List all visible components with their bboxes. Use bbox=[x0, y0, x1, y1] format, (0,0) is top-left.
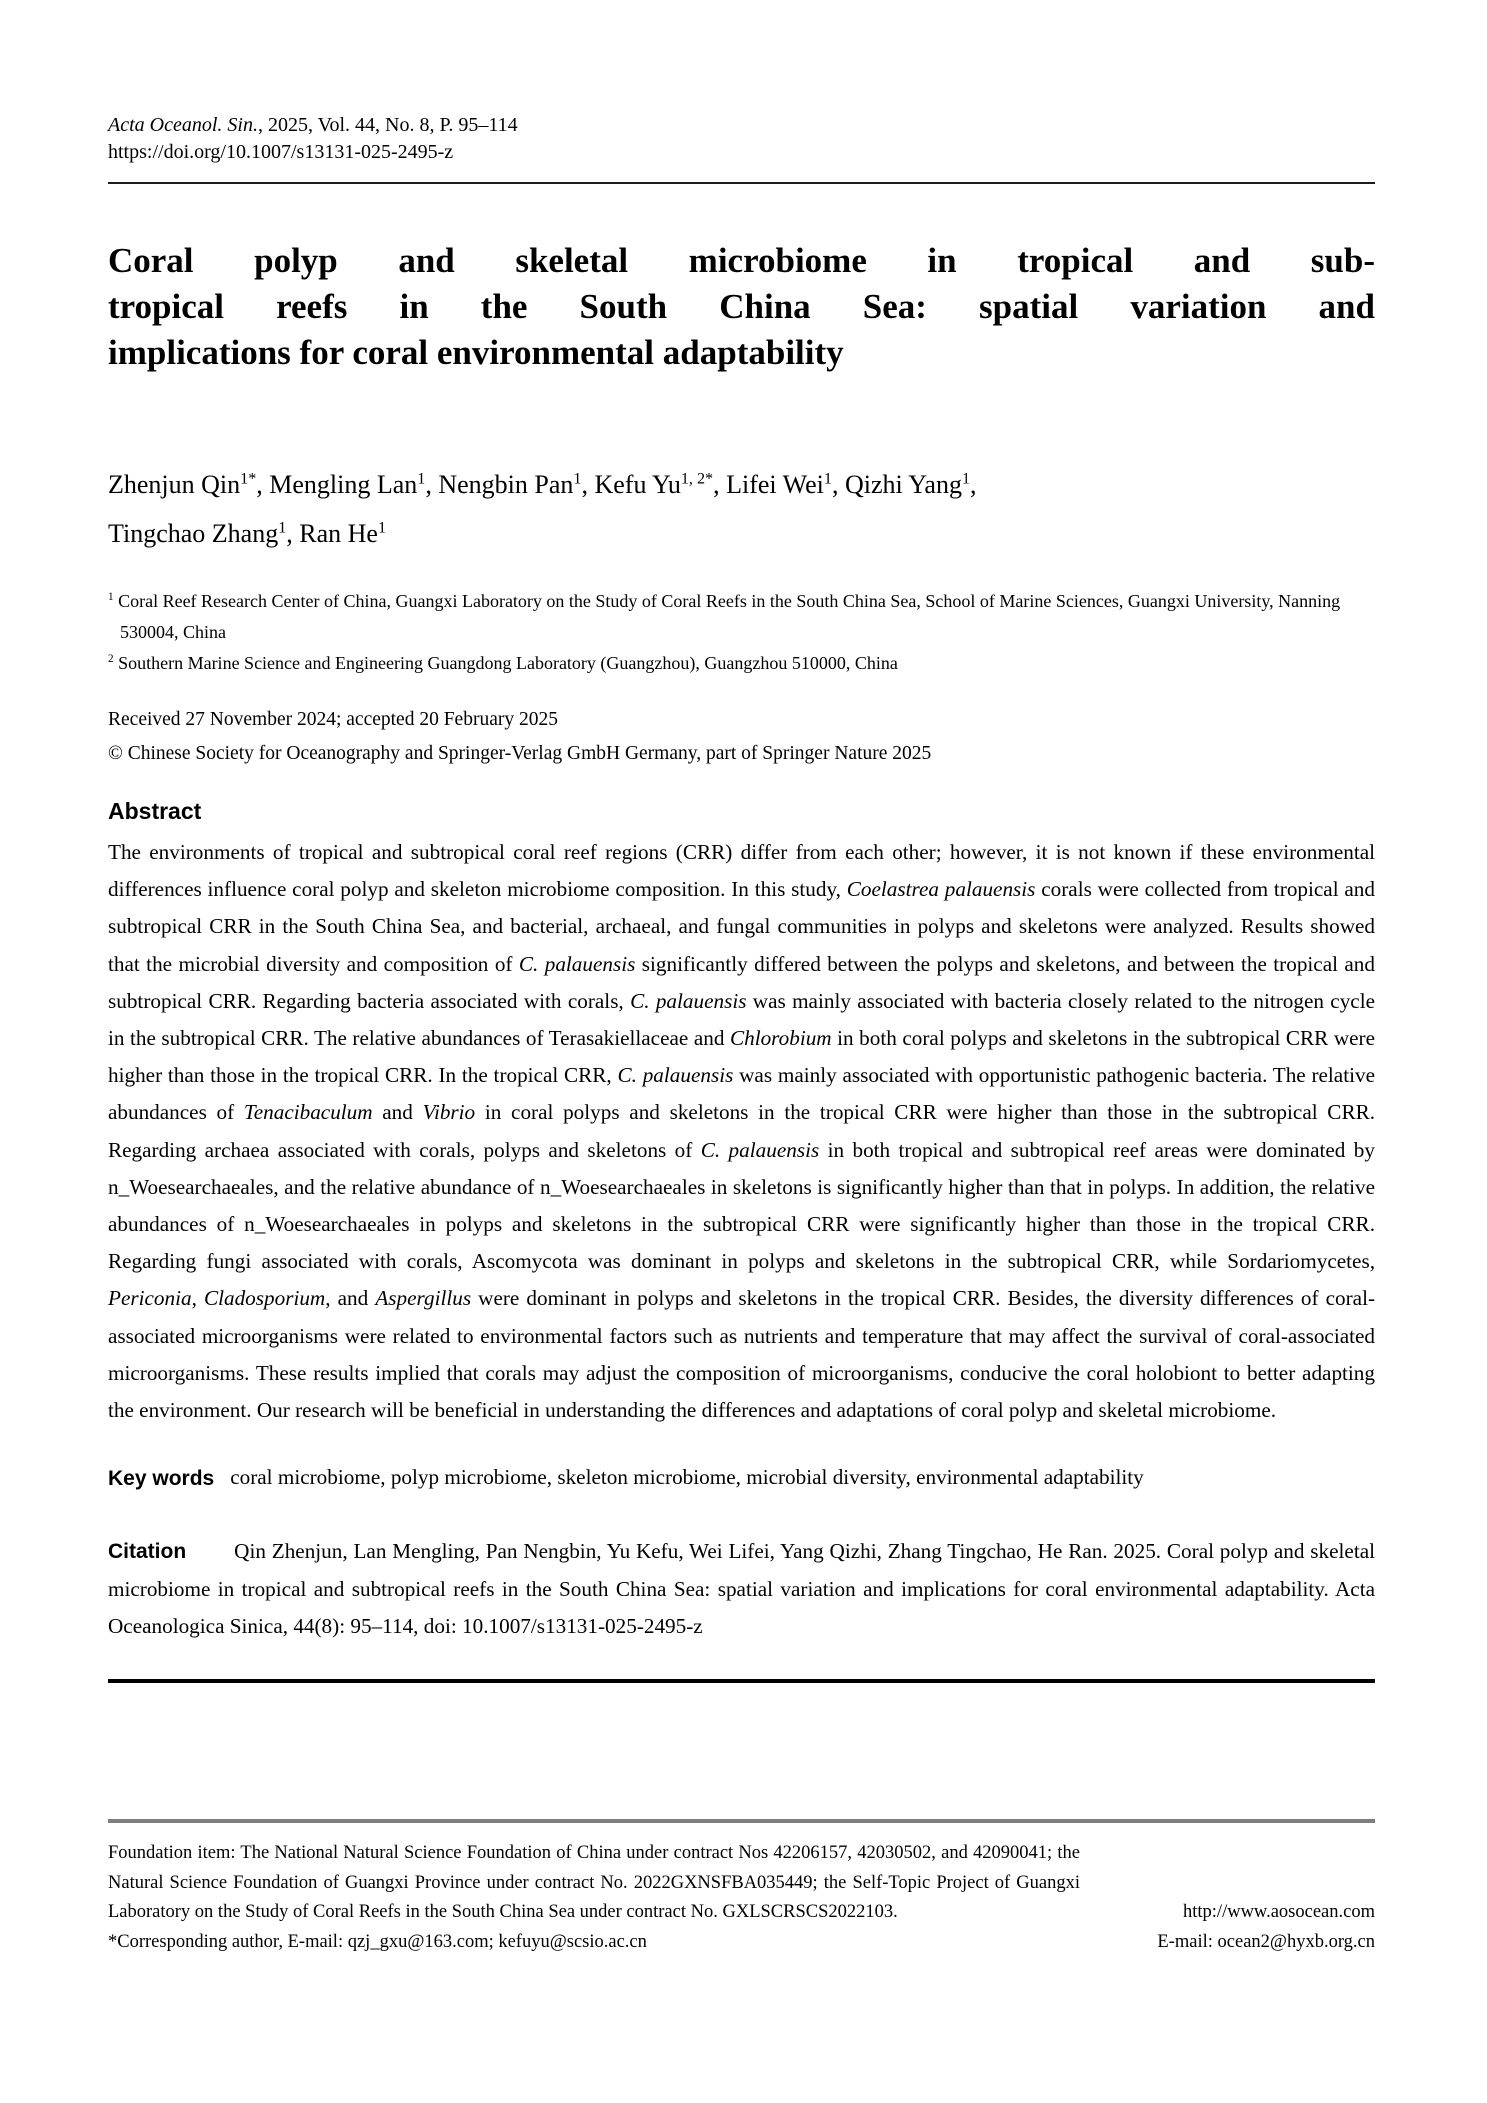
affiliation-2 bbox=[108, 648, 1375, 679]
footnote-divider bbox=[108, 1819, 1375, 1823]
citation-label: Citation bbox=[108, 1540, 187, 1564]
authors-line: Zhenjun Qin$^{1*}$, Mengling Lan$^1$, Nengbin Pan$^1$, Kefu $Yu^{1, 2*}$, Lifei Wei$^1$, Qizhi Yang$^1$, Tingchao Zhang$^1$, Ran He$^1$ bbox=[108, 470, 977, 548]
keywords-label: Key words bbox=[108, 1467, 215, 1491]
footnote-right-column bbox=[1157, 1898, 1375, 1957]
section-divider bbox=[108, 1679, 1375, 1683]
footnote-block bbox=[108, 1819, 1375, 1957]
corresponding-author: *Corresponding author, E-mail: qzj_gxu@163.com; kefuyu@scsio.ac.cn bbox=[108, 1931, 647, 1952]
article-title bbox=[108, 238, 1375, 376]
citation-section bbox=[108, 1533, 1375, 1645]
title-line-1: Coral polyp and skeletal microbiome in tropical and sub- bbox=[108, 241, 1375, 280]
abstract-heading: Abstract bbox=[108, 798, 202, 824]
footnote-left-column bbox=[108, 1839, 1080, 1957]
title-line-3: implications for coral environmental adaptability bbox=[108, 333, 844, 372]
affiliations bbox=[108, 586, 1375, 679]
keywords-text: coral microbiome, polyp microbiome, skeleton microbiome, microbial diversity, environmental adaptability bbox=[230, 1465, 1144, 1490]
received-accepted-line: Received 27 November 2024; accepted 20 February 2025 bbox=[108, 709, 558, 730]
affiliation-1-text: Coral Reef Research Center of China, Guangxi Laboratory on the Study of Coral Reefs in the South China Sea, School of Marine Sciences, Guangxi University, Nanning 530004, China bbox=[113, 591, 1341, 642]
abstract-text: The environments of tropical and subtropical coral reef regions (CRR) differ from each other; however, it is not known if these environmental differences influence coral polyp and skeleton microbiome composition. In this study, Coelastrea palauensis corals were collected from tropical and subtropical CRR in the South China Sea, and bacterial, archaeal, and fungal communities in polyps and skeletons were analyzed. Results showed that the microbial diversity and composition of C. palauensis significantly differed between the polyps and skeletons, and between the tropical and subtropical CRR. Regarding bacteria associated with corals, C. palauensis was mainly associated with bacteria closely related to the nitrogen cycle in the subtropical CRR. The relative abundances of Terasakiellaceae and Chlorobium in both coral polyps and skeletons in the subtropical CRR were higher than those in the tropical CRR. In the tropical CRR, C. palauensis was mainly associated with opportunistic pathogenic bacteria. The relative abundances of Tenacibaculum and Vibrio in coral polyps and skeletons in the tropical CRR were higher than those in the subtropical CRR. Regarding archaea associated with corals, polyps and skeletons of C. palauensis in both tropical and subtropical reef areas were dominated by n_Woesearchaeales, and the relative abundance of n_Woesearchaeales in skeletons is significantly higher than that in polyps. In addition, the relative abundances of n_Woesearchaeales in polyps and skeletons in the subtropical CRR were significantly higher than those in the tropical CRR. Regarding fungi associated with corals, Ascomycota was dominant in polyps and skeletons in the subtropical CRR, while Sordariomycetes, Periconia, Cladosporium, and Aspergillus were dominant in polyps and skeletons in the tropical CRR. Besides, the diversity differences of coral-associated microorganisms were related to environmental factors such as nutrients and temperature that may affect the survival of coral-associated microorganisms. These results implied that corals may adjust the composition of microorganisms, conducive the coral holobiont to better adapting the environment. Our research will be beneficial in understanding the differences and adaptations of coral polyp and skeletal microbiome. bbox=[108, 840, 1376, 1423]
journal-email[interactable]: E-mail: ocean2@hyxb.org.cn bbox=[1157, 1931, 1375, 1952]
affiliation-1 bbox=[108, 586, 1375, 648]
affiliation-1-marker: 1 bbox=[108, 591, 114, 603]
journal-header bbox=[108, 112, 1375, 184]
doi-link[interactable]: https://doi.org/10.1007/s13131-025-2495-z bbox=[108, 141, 454, 163]
journal-citation-line: Acta Oceanol. Sin., 2025, Vol. 44, No. 8, P. 95–114 bbox=[108, 114, 518, 136]
affiliation-2-text: Southern Marine Science and Engineering Guangdong Laboratory (Guangzhou), Guangzhou 510000, China bbox=[113, 653, 898, 673]
foundation-item: Foundation item: The National Natural Science Foundation of China under contract Nos 42206157, 42030502, and 42090041; the Natural Science Foundation of Guangxi Province under contract No. 2022GXNSFBA035449; the Self-Topic Project of Guangxi Laboratory on the Study of Coral Reefs in the South China Sea under contract No. GXLSCRSCS2022103. bbox=[108, 1843, 1080, 1922]
keywords-section bbox=[108, 1459, 1375, 1497]
copyright-line: © Chinese Society for Oceanography and Springer-Verlag GmbH Germany, part of Springer Nature 2025 bbox=[108, 743, 932, 764]
journal-website-link[interactable]: http://www.aosocean.com bbox=[1183, 1902, 1375, 1922]
article-dates bbox=[108, 703, 1375, 771]
affiliation-2-marker: 2 bbox=[108, 653, 114, 665]
title-line-2: tropical reefs in the South China Sea: spatial variation and bbox=[108, 287, 1375, 326]
citation-text: Qin Zhenjun, Lan Mengling, Pan Nengbin, Yu Kefu, Wei Lifei, Yang Qizhi, Zhang Tingchao, He Ran. 2025. Coral polyp and skeletal microbiome in tropical and subtropical reefs in the South China Sea: spatial variation and implications for coral environmental adaptability. Acta Oceanologica Sinica, 44(8): 95–114, doi: 10.1007/s13131-025-2495-z bbox=[108, 1539, 1375, 1638]
